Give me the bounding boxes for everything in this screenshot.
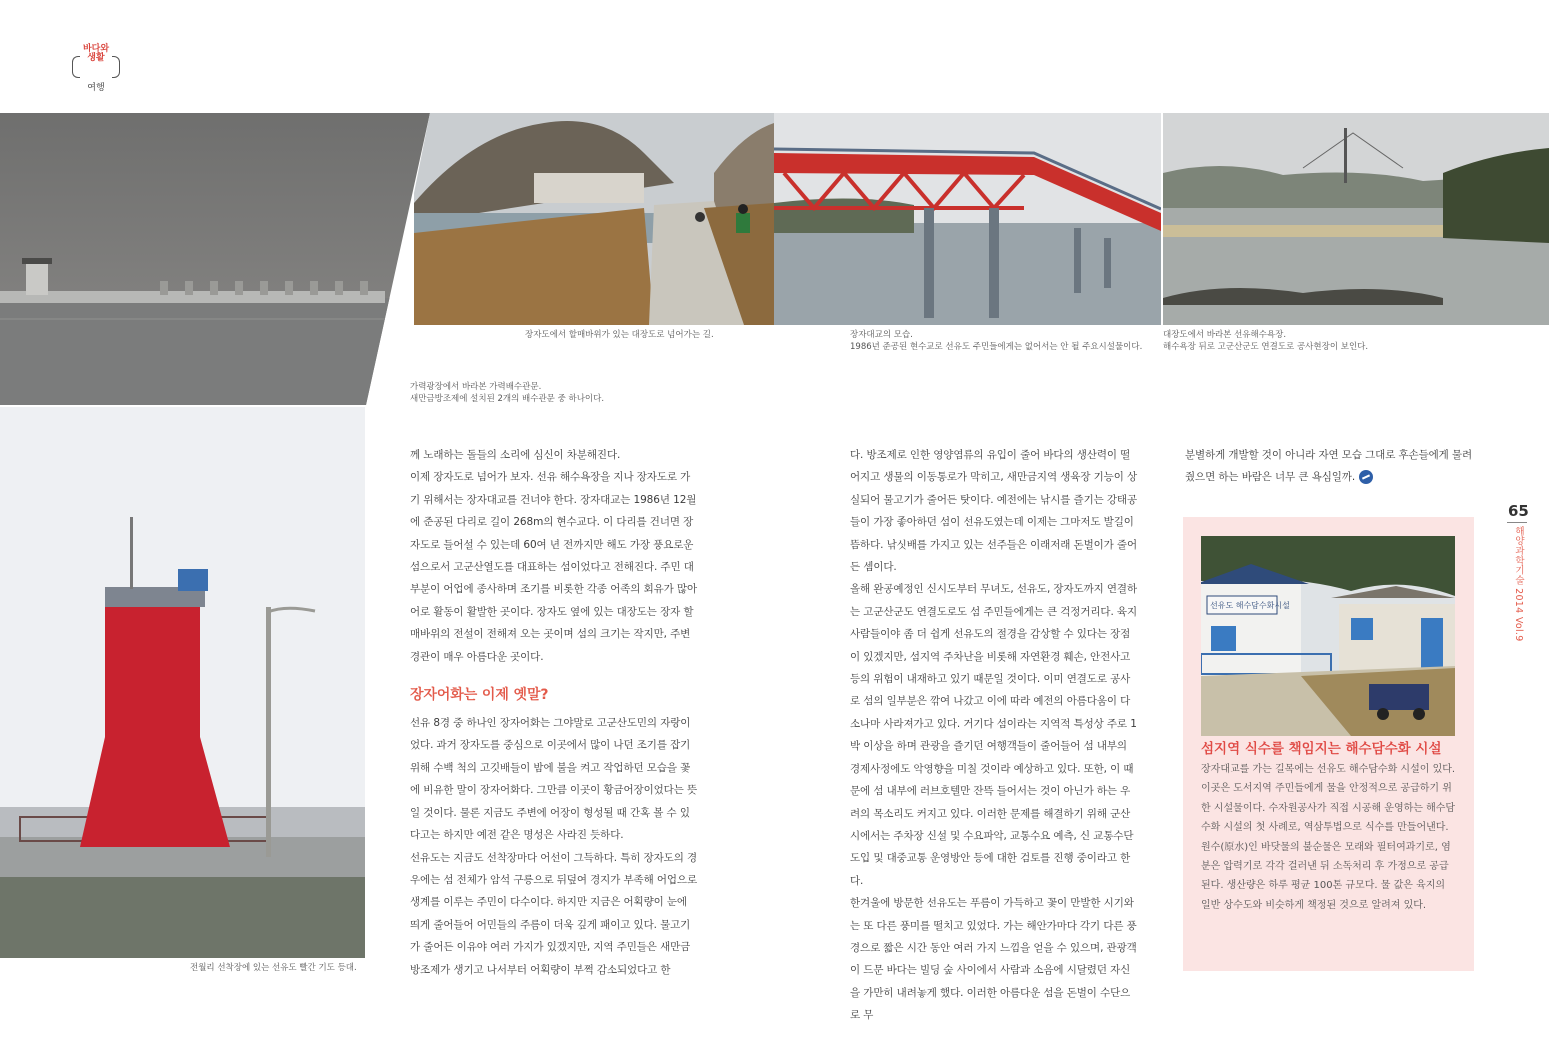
desalination-plant-photo	[1201, 536, 1455, 736]
col2-para2: 올해 완공예정인 신시도부터 무녀도, 선유도, 장자도까지 연결하는 고군산군도 연결도로도 섬 주민들에게는 큰 걱정거리다. 육지 사람들이야 좀 더 쉽게 선유도의 절경을 감상할 수 있다는 장점이 있겠지만, 섬지역 주차난을 비롯해 자연환경 훼손, 안전사고 등의 위험이 내재하고 있기 때문일 것이다. 이미 연결도로 공사로 섬의 일부분은 깎여 나갔고 이에 따라 예전의 아름다움이 다소나마 사라져가고 있다. 거기다 섬이라는 지역적 특성상 주로 1박 이상을 하며 관광을 즐기던 여행객들이 줄어들어 섬 내부의 경제사정에도 악영향을 미칠 것이라 예상하고 있다. 또한, 이 때문에 섬 내부에 러브호텔만 잔뜩 들어서는 것이 아닌가 하는 우려의 목소리도 커지고 있다. 이러한 문제를 해결하기 위해 군산시에서는 주차장 신설 및 수요파악, 교통수요 예측, 신 교통수단 도입 및 대중교통 운영방안 등에 대한 검토를 진행 중이라고 한다.	[850, 583, 1138, 887]
caption-bridge-line1: 장자대교의 모습.	[850, 330, 913, 340]
caption-beach	[1163, 329, 1368, 353]
page-number-rule	[1507, 522, 1527, 523]
article-column-1	[410, 444, 699, 981]
sidebar-text: 장자대교를 가는 길목에는 선유도 해수담수화 시설이 있다. 이곳은 도서지역 주민들에게 물을 안정적으로 공급하기 위한 시설물이다. 수자원공사가 직접 시공해 운영하는 해수담수화 시설의 첫 사례로, 역삼투법으로 식수를 만들어낸다. 원수(原水)인 바닷물의 불순물은 모래와 필터여과기로, 염분은 압력기로 각각 걸러낸 뒤 소독처리 후 가정으로 공급된다. 생산량은 하루 평균 100톤 규모다. 물 값은 육지의 일반 상수도와 비슷하게 책정된 것으로 알려져 있다.	[1201, 764, 1456, 911]
col1-para1: 께 노래하는 돌들의 소리에 심신이 차분해진다.	[410, 449, 621, 461]
sign-text: 선유도 해수담수화시설	[1210, 601, 1290, 610]
bridge-photo	[774, 113, 1161, 325]
col1-para4: 선유도는 지금도 선착장마다 어선이 그득하다. 특히 장자도의 경우에는 섬 전체가 암석 구릉으로 뒤덮여 경지가 부족해 어업으로 생계를 이루는 주민이 다수이다. 하지만 지금은 어획량이 눈에 띄게 줄어들어 어민들의 주름이 더욱 깊게 패이고 있다. 물고기가 줄어든 이유야 여러 가지가 있겠지만, 지역 주민들은 새만금방조제가 생기고 나서부터 어획량이 부쩍 감소되었다고 한	[410, 851, 698, 976]
lighthouse-photo	[0, 407, 365, 958]
col2-para1: 다. 방조제로 인한 영양염류의 유입이 줄어 바다의 생산력이 떨어지고 생물의 이동통로가 막히고, 새만금지역 생육장 기능이 상실되어 물고기가 줄어든 탓이다. 예전에는 낚시를 즐기는 강태공들이 가장 좋아하던 섬이 선유도였는데 이제는 그마저도 발길이 뜸하다. 낚싯배를 가지고 있는 선주들은 이래저래 돈벌이가 줄어든 셈이다.	[850, 449, 1138, 574]
floodgate-photo	[0, 113, 430, 405]
col1-para2: 이제 장자도로 넘어가 보자. 선유 해수욕장을 지나 장자도로 가기 위해서는 장자대교를 건너야 한다. 장자대교는 1986년 12월에 준공된 다리로 길이 268m의 현수교다. 이 다리를 건너면 장자도로 들어설 수 있는데 60여 년 전까지만 해도 가장 풍요로운 섬으로서 고군산열도를 대표하는 섬이었다고 전해진다. 주민 대부분이 어업에 종사하며 조기를 비롯한 각종 어족의 회유가 많아 어로 활동이 활발한 곳이다. 장자도 옆에 있는 대장도는 장자 할매바위의 전설이 전해져 오는 곳이며 섬의 크기는 작지만, 주변 경관이 매우 아름다운 곳이다.	[410, 471, 698, 663]
article-column-2	[850, 444, 1140, 1027]
logo-line-2: 생활	[87, 53, 105, 63]
page-number: 65	[1508, 502, 1529, 520]
section-heading: 장자어화는 이제 옛말?	[410, 687, 549, 704]
magazine-section-logo	[72, 40, 120, 92]
col3-para1: 분별하게 개발할 것이 아니라 자연 모습 그대로 후손들에게 물려줬으면 하는 바람은 너무 큰 욕심일까.	[1185, 449, 1473, 484]
sidebar-title: 섬지역 식수를 책임지는 해수담수화 시설	[1201, 741, 1442, 757]
beach-photo	[1163, 113, 1549, 325]
sidebar-box	[1183, 517, 1474, 971]
caption-lighthouse: 전월리 선착장에 있는 선유도 빨간 기도 등대.	[190, 963, 357, 973]
road-photo	[414, 113, 774, 325]
caption-bridge-line2: 1986년 준공된 현수교로 선유도 주민들에게는 없어서는 안 될 주요시설물이다.	[850, 342, 1143, 352]
caption-floodgate-line1: 가력광장에서 바라본 가력배수관문.	[410, 382, 542, 392]
logo-line-1: 바다와	[82, 44, 110, 54]
article-column-3	[1185, 444, 1475, 489]
caption-bridge	[850, 329, 1142, 353]
magazine-vertical-title: 해양과학기술 2014 Vol.9	[1513, 526, 1524, 642]
col2-para3: 한겨울에 방문한 선유도는 푸름이 가득하고 꽃이 만발한 시기와는 또 다른 풍미를 떨치고 있었다. 가는 해안가마다 각기 다른 풍경으로 짧은 시간 동안 여러 가지 느낌을 얻을 수 있으며, 관광객이 드문 바다는 빌딩 숲 사이에서 사람과 소음에 시달렸던 자신을 가만히 내려놓게 했다. 이러한 아름다운 섬을 돈벌이 수단으로 무	[850, 897, 1137, 1022]
col1-para3: 선유 8경 중 하나인 장자어화는 그야말로 고군산도민의 자랑이었다. 과거 장자도를 중심으로 이곳에서 많이 나던 조기를 잡기 위해 수백 척의 고깃배들이 밤에 불을 켜고 작업하던 모습을 꽃에 비유한 말이 장자어화다. 그만큼 이곳이 황금어장이었다는 뜻일 것이다. 물론 지금도 주변에 어장이 형성될 때 간혹 볼 수 있다고는 하지만 예전 같은 명성은 사라진 듯하다.	[410, 717, 698, 842]
section-label: 여행	[87, 83, 105, 93]
end-mark-icon	[1359, 470, 1373, 484]
caption-road: 장자도에서 할매바위가 있는 대장도로 넘어가는 길.	[525, 330, 714, 340]
caption-beach-line1: 대장도에서 바라본 선유해수욕장.	[1163, 330, 1287, 340]
caption-beach-line2: 해수욕장 뒤로 고군산군도 연결도로 공사현장이 보인다.	[1163, 342, 1369, 352]
caption-floodgate-line2: 새만금방조제에 설치된 2개의 배수관문 중 하나이다.	[410, 394, 605, 404]
caption-floodgate	[410, 381, 604, 405]
